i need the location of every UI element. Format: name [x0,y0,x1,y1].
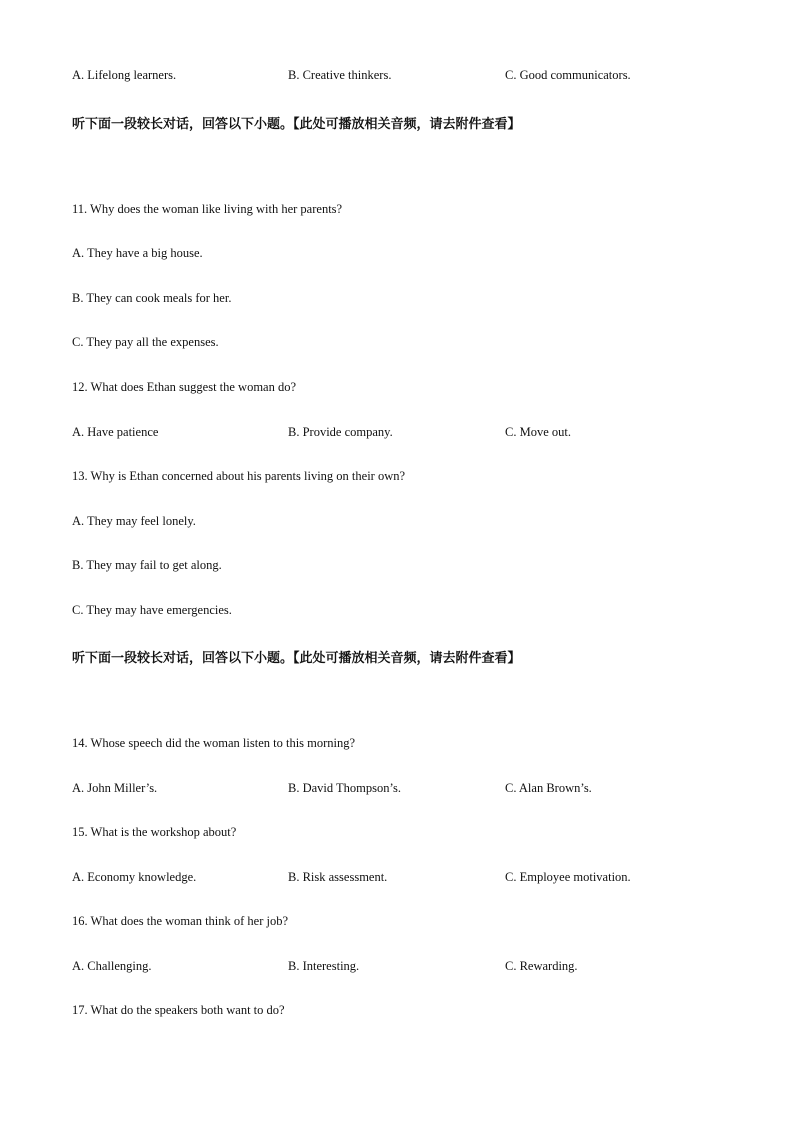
q14-option-c: C. Alan Brown’s. [505,781,592,795]
section-instruction: 听下面一段较长对话，回答以下小题。【此处可播放相关音频，请去附件查看】 [72,117,521,132]
q16-option-a: A. Challenging. [72,959,152,973]
q13-stem: 13. Why is Ethan concerned about his parents living on their own? [72,469,406,483]
q15-option-a: A. Economy knowledge. [72,870,197,884]
q14-option-b: B. David Thompson’s. [288,781,401,795]
q13-option-c: C. They may have emergencies. [72,603,232,617]
q13-option-a: A. They may feel lonely. [72,514,196,528]
q15-option-c: C. Employee motivation. [505,870,631,884]
q10-option-c: C. Good communicators. [505,68,631,82]
q11-option-b: B. They can cook meals for her. [72,291,232,305]
q16-stem: 16. What does the woman think of her job? [72,914,289,928]
q12-option-c: C. Move out. [505,425,571,439]
q16-option-c: C. Rewarding. [505,959,578,973]
q12-option-b: B. Provide company. [288,425,393,439]
q15-stem: 15. What is the workshop about? [72,825,237,839]
q14-stem: 14. Whose speech did the woman listen to this morning? [72,736,356,750]
q13-option-b: B. They may fail to get along. [72,558,222,572]
q17-stem: 17. What do the speakers both want to do? [72,1003,285,1017]
q14-option-a: A. John Miller’s. [72,781,158,795]
q11-option-a: A. They have a big house. [72,246,203,260]
section-instruction: 听下面一段较长对话，回答以下小题。【此处可播放相关音频，请去附件查看】 [72,651,521,666]
q10-option-a: A. Lifelong learners. [72,68,177,82]
q12-option-a: A. Have patience [72,425,159,439]
q11-stem: 11. Why does the woman like living with her parents? [72,202,343,216]
q11-option-c: C. They pay all the expenses. [72,335,219,349]
q12-stem: 12. What does Ethan suggest the woman do? [72,380,297,394]
q16-option-b: B. Interesting. [288,959,360,973]
q15-option-b: B. Risk assessment. [288,870,388,884]
q10-option-b: B. Creative thinkers. [288,68,392,82]
